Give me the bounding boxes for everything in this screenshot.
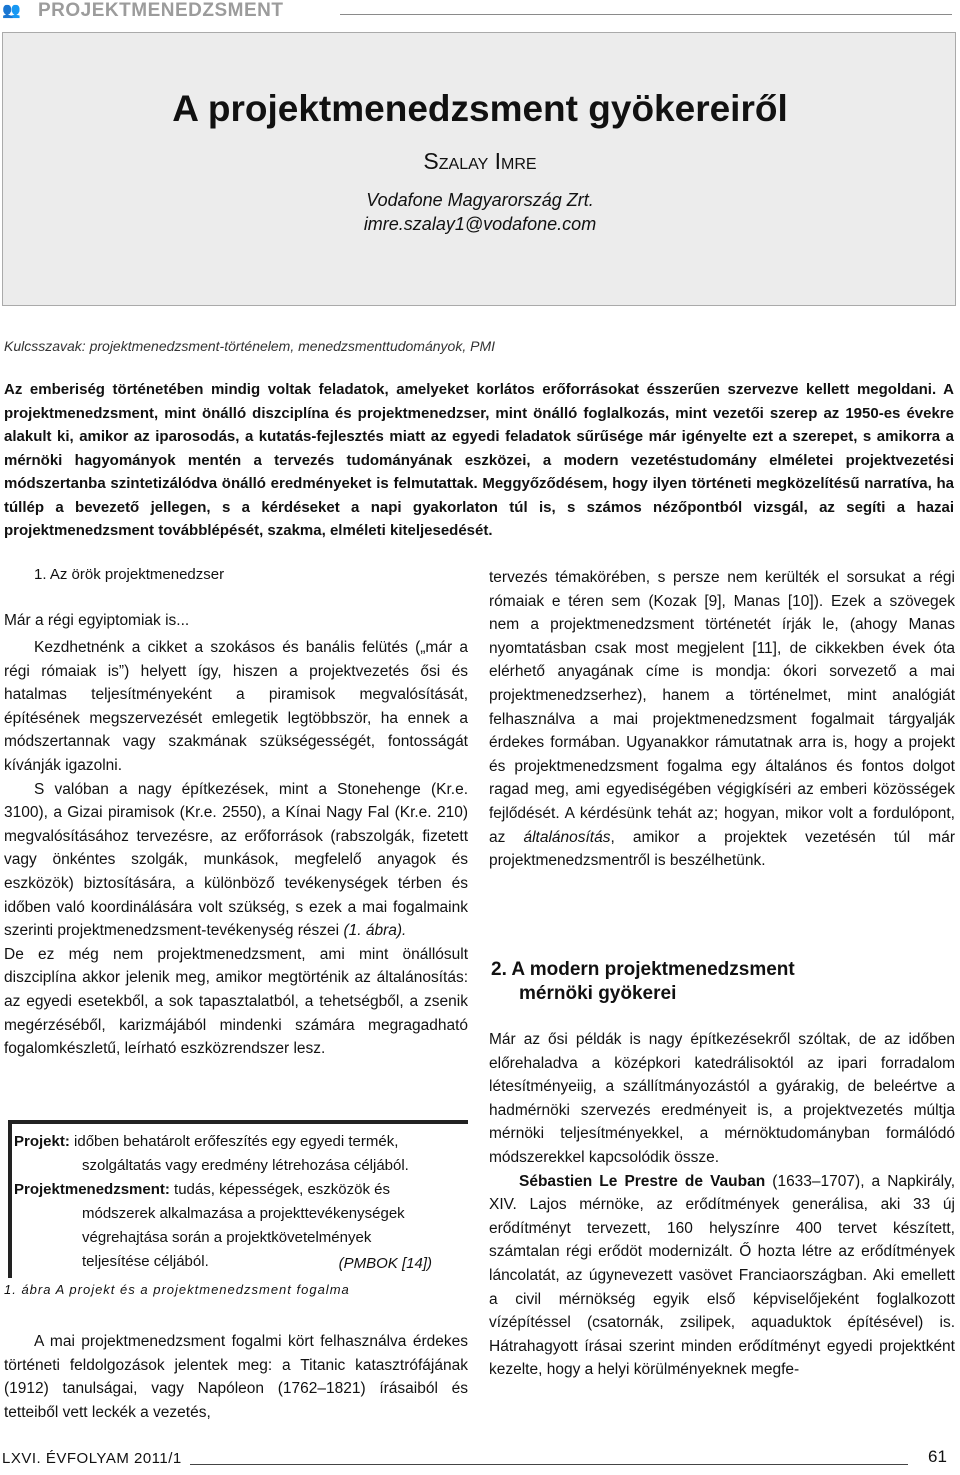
section-label: PROJEKTMENEDZSMENT: [38, 0, 284, 21]
left-column-top: [4, 636, 468, 1061]
header-rule: [340, 14, 952, 15]
right-column-top: [489, 566, 955, 873]
paragraph: S valóban a nagy építkezések, mint a Stonehenge (Kr.e. 3100), a Gizai piramisok (Kr.e. 2550), a Kínai Nagy Fal (Kr.e. 210) megvalósításához tervezésre, az erőforrások (rabszolgák, fizetett vagy önkéntes szolgák, munkások, megfelelő anyagok és eszközök) biztosítására, a különböző tevékenységek térben és időben való koordinálására volt szükség, s ezek a mai fogalmaink szerinti projektmenedzsment-tevékenység részei (1. ábra).: [4, 780, 468, 940]
left-column-bottom: [4, 1330, 468, 1424]
affiliation-block: [0, 188, 960, 236]
right-column-bottom: [489, 1028, 955, 1382]
keywords: Kulcsszavak: projektmenedzsment-történelem, menedzsmenttudományok, PMI: [4, 338, 495, 354]
journal-issue: LXVI. ÉVFOLYAM 2011/1: [2, 1450, 182, 1467]
figure-1: Projekt: időben behatárolt erőfeszítés egy egyedi termék, szolgáltatás vagy eredmény létrehozása céljából. Projektmenedzsment: tudás, képességek, eszközök és módszerek alkalmazása a projekttevékenységek végrehajtása során a projektkövetelmények teljesítése céljából. (PMBOK [14]): [8, 1120, 468, 1278]
page-number: 61: [928, 1447, 947, 1466]
figure-ref: (1. ábra).: [343, 922, 407, 940]
email: imre.szalay1@vodafone.com: [363, 214, 597, 234]
section-1-heading: 1. Az örök projektmenedzser: [34, 566, 225, 583]
affiliation: Vodafone Magyarország Zrt.: [366, 190, 594, 210]
person-name: Sébastien Le Prestre de Vauban: [519, 1172, 766, 1190]
term-projekt: Projekt:: [14, 1133, 70, 1150]
figure-source: (PMBOK [14]): [338, 1255, 432, 1272]
paragraph: tervezés témakörében, s persze nem kerülték el sorsukat a régi rómaiak e téren sem (Kozak [9], Manas [10]). Ezek a szövegek nem a projektmenedzsment történetét írják le, (ahogy Manas nyomtatásban csak most megjelent [11], de cikkekben évek óta elérhető anyagának címe is mondja: ókori sorvezető a mai projektmenedzserhez), hanem a történelmet, mint analógiát felhasználva a mai projektmenedzsment fogalmait tárgyalják érdekes formában. Ugyanakkor rámutatnak arra is, hogy a projekt és projektmenedzsment fogalma egy általános és fontos dolgot ragad meg, ami egyediségében végigkíséri az emberi közösségek fejlődését. A kérdésünk tehát az; hogyan, mikor volt a fordulópont, az általánosítás, amikor a projektek vezetésén túl már projektmenedzsmentről is beszélhetünk.: [489, 569, 955, 870]
footer-rule: [190, 1464, 908, 1465]
paragraph: A mai projektmenedzsment fogalmi kört felhasználva érdekes történeti feldolgozások jelentek meg: a Titanic katasztrófájának (1912) tanulságai, vagy Napóleon (1762–1821) írásaiból és tetteiből vett leckék a vezetés,: [4, 1333, 468, 1421]
paragraph: Sébastien Le Prestre de Vauban (1633–1707), a Napkirály, XIV. Lajos mérnöke, az erődítmények generálisa, aki 33 új erődítményt tervezett, 160 helyszínre 400 tervet készített, számtalan régi erődöt modernizált. Ő hozta létre az erődítmények láncolatát, az úgynevezett vasövet Franciaországban. Aki emellett a civil mérnökség egyik első képviselőjeként foglalkozott vízépítéssel (csatornák, zsilipek, aquaduktok építésével) is. Hátrahagyott írásai szerint minden erődítményt egyedi projektként kezelte, hogy a helyi körülményeknek megfe-: [489, 1172, 956, 1379]
author-name: Szalay Imre: [423, 148, 537, 174]
term-projektmenedzsment: Projektmenedzsment:: [14, 1181, 170, 1198]
abstract: Az emberiség történetében mindig voltak feladatok, amelyeket korlátos erőforrásokat ésszerűen szervezve kellett megoldani. A projektmenedzsment, mint önálló diszciplína és projektmenedzser, mint önálló foglalkozás, mint vezetői szerep az 1950-es évekre alakult ki, amikor az iparosodás, a kutatás-fejlesztés miatt az egyedi feladatok sűrűsége már igényelte ezt a szerepet, s amikorra a mérnöki hagyományok mentén a tervezés tudományának eszközei, a modern vezetéstudomány elméletei projektvezetési módszertanba szintetizálódva önálló eredményeket is felmutattak. Meggyőződésem, hogy ilyen történeti megközelítésű narratíva, ha túllép a bevezető jellegen, s a kérdéseket a napi gyakorlaton túl is, s számos nézőpontból vizsgál, az segíti a hazai projektmenedzsment továbblépését, szakma, elméleti kiteljesedését.: [4, 381, 954, 539]
paragraph: Már az ősi példák is nagy építkezésekről szóltak, de az időben előrehaladva a középkori katedrálisoktól az ipari forradalom létesítményeiig, a szállítmányozástól a gyárakig, de beleértve a hadmérnöki szervezés eredményeit is, a projektvezetés múltja mérnöki teljesítményekkel, a mérnöktudományban formálódó módszerekkel kapcsolódik össze.: [489, 1031, 955, 1166]
running-header: [0, 0, 960, 24]
paragraph: Kezdhetnénk a cikket a szokásos és banális felütés („már a régi rómaiak is”) helyett így, hiszen a projektvezetés ősi és hatalmas teljesítményeként a piramisok megvalósítását, építésének megszervezését emlegetik legtöbbször, ha ennek a módszertannak vagy szakmának szükségességét, fontosságát kívánják igazolni.: [4, 639, 468, 774]
people-icon: 👥: [2, 2, 19, 19]
article-title: A projektmenedzsment gyökereiről: [172, 88, 788, 129]
section-1-lead: Már a régi egyiptomiak is...: [4, 612, 190, 629]
figure-caption: 1. ábra A projekt és a projektmenedzsment fogalma: [4, 1282, 350, 1297]
paragraph: De ez még nem projektmenedzsment, ami mint önállósult diszciplína akkor jelenik meg, amikor megtörténik az általánosítás: az egyedi esetekből, a sok tapasztalatból, a tehetségből, a zsenik megérzéséből, karizmájából mindenki számára megragadható fogalomkészletű, leírható eszközrendszer lesz.: [4, 945, 468, 1058]
section-2-heading: 2. A modern projektmenedzsment mérnöki gyökerei: [491, 959, 795, 1004]
